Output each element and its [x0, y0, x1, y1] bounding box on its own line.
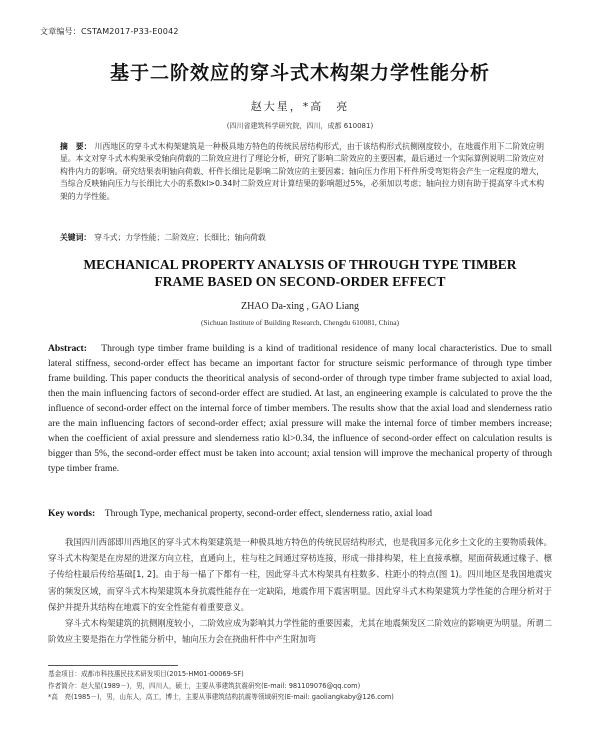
english-affiliation: (Sichuan Institute of Building Research, Chengdu 610081, China) [200, 318, 400, 327]
chinese-keywords-label: 关键词： [60, 233, 92, 242]
body-paragraph-2: 穿斗式木构架建筑的抗侧刚度较小，二阶效应成为影响其力学性能的重要因素，尤其在地震频发区二阶效应的影响更为明显。所谓二阶效应主要是指在力学性能分析中，轴向压力会在挠曲杆件中产生附加弯 [48, 618, 552, 645]
body-text [48, 534, 552, 647]
english-abstract-text: Through type timber frame building is a kind of traditional residence of many local characteristics. Due to small lateral stiffness, second-order effect has became an important factor for structure seismic performance of through type timber frame building. This paper conducts the theoritical analysis of second-order of through type timber frame subjected to axial load, then the main influencing factors of second-order effect are studied. At last, an engineering example is calculated to prove the the influence of second-order effect on the internal force of timber members. The results show that the axial load and slenderness ratio are the main influencing factors of second-order effect; axial pressure will make the internal force of timber members increase; when the coefficient of axial pressure and slenderness ratio kl>0.34, the influence of second-order effect on calculation results is bigger than 5%, the second-order effect must be taken into account; axial tension will improve the mechanical property of through type timber frame. [48, 343, 552, 474]
footnote-author-2: *高 亮(1985－)，男，山东人，高工，博士，主要从事建筑结构抗震等领域研究(E-mail: gaoliangkaby@126.com) [48, 693, 394, 701]
english-keywords-text: Through Type, mechanical property, second-order effect, slenderness ratio, axial load [104, 508, 433, 519]
english-keywords [48, 508, 552, 519]
footnote-author-1: 作者简介：赵大星(1989－)，男，四川人，硕士，主要从事建筑抗震研究(E-mail: 981109076@qq.com) [48, 681, 361, 690]
english-title-line2: FRAME BASED ON SECOND-ORDER EFFECT [154, 274, 446, 289]
chinese-keywords-text: 穿斗式；力学性能；二阶效应；长细比；轴向荷载 [94, 233, 266, 242]
chinese-keywords [60, 232, 544, 243]
english-keywords-label: Key words: [48, 508, 96, 519]
chinese-title: 基于二阶效应的穿斗式木构架力学性能分析 [109, 62, 490, 84]
footnotes [48, 669, 552, 704]
chinese-abstract [60, 141, 544, 203]
english-abstract [48, 341, 552, 476]
english-authors: ZHAO Da-xing , GAO Liang [240, 301, 360, 312]
chinese-abstract-text: 川西地区的穿斗式木构架建筑是一种极具地方特色的传统民居结构形式，由于该结构形式抗侧刚度较小，在地震作用下二阶效应明显。本文对穿斗式木构架承受轴向荷载的二阶效应进行了理论分析，研究了影响二阶效应的主要因素，最后通过一个实际算例说明二阶效应对构件内力的影响。研究结果表明轴向荷载、杆件长细比是影响二阶效应的主要因素；轴向压力作用下杆件所受弯矩将会产生一定程度的增大，当综合反映轴向压力与长细比大小的系数kl>0.34时二阶效应对计算结果的影响超过5%，必须加以考虑；轴向拉力则有助于提高穿斗式木构架的力学性能。 [60, 142, 544, 201]
chinese-authors: 赵大星，*高 亮 [250, 100, 350, 113]
chinese-affiliation: (四川省建筑科学研究院，四川，成都 610081) [226, 122, 374, 130]
article-number: 文章编号：CSTAM2017-P33-E0042 [40, 27, 179, 36]
footnote-funding: 基金项目：成都市科技惠民技术研发项目(2015-HM01-00069-SF) [48, 670, 244, 678]
english-abstract-label: Abstract: [48, 343, 87, 354]
body-paragraph-1: 我国四川西部即川西地区的穿斗式木构架建筑是一种极具地方特色的传统民居结构形式，也是我国多元化乡土文化的主要物质载体。穿斗式木构架是在房屋的进深方向立柱，直通向上，柱与柱之间通过穿枋连接，形成一排排构架，柱上直接承檩，屋面荷载通过椽子、檩子传给柱最后传给基础[1, 2]。由于每一榀了下都有一柱，因此穿斗式木构架具有柱数多、柱距小的特点(图 1)。四川地区是我国地震灾害的频发区域，而穿斗式木构架建筑本身抗震性能存在一定缺陷，地震作用下震害明显。因此穿斗式木构架建筑力学性能的合理分析对于保护并提升其结构在地震下的安全性能有着重要意义。 [48, 537, 552, 612]
chinese-abstract-label: 摘 要： [60, 142, 92, 151]
english-title [0, 256, 600, 290]
english-title-line1: MECHANICAL PROPERTY ANALYSIS OF THROUGH TYPE TIMBER [83, 257, 517, 272]
footnote-divider [48, 665, 178, 666]
